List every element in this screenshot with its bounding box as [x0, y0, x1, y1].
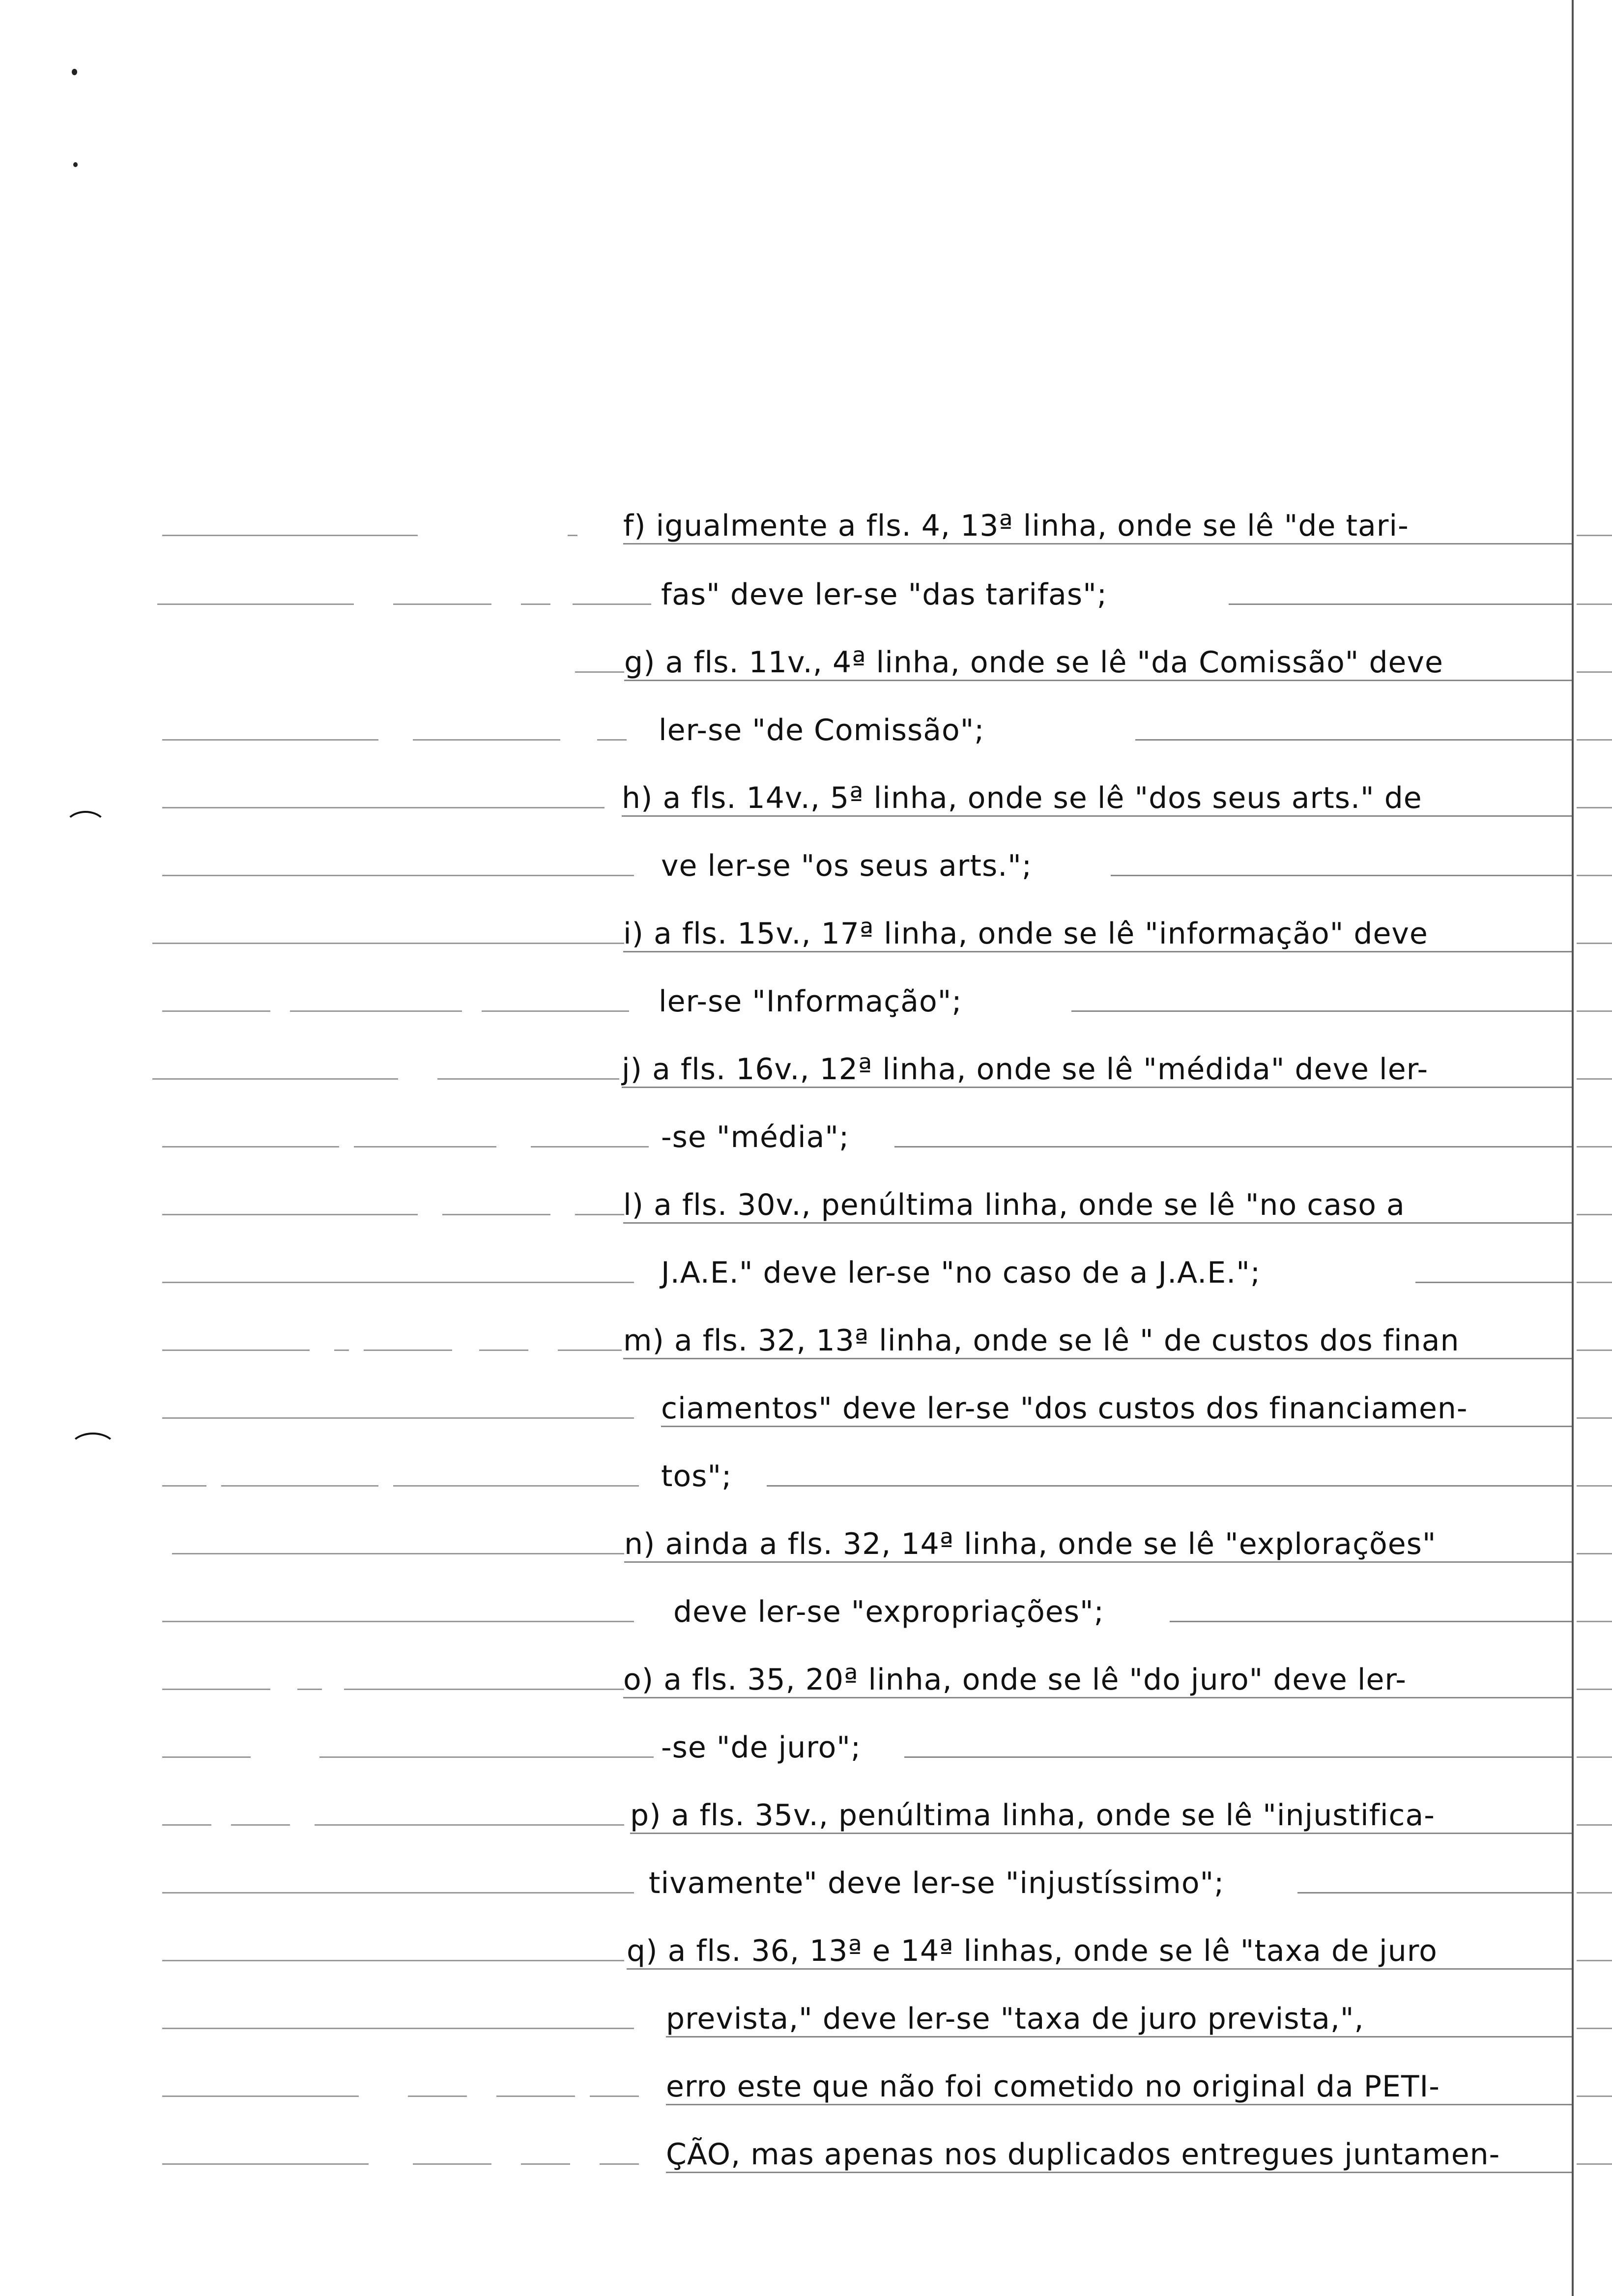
document-line — [0, 841, 1612, 905]
line-text: tivamente" deve ler-se "injustíssimo"; — [649, 1866, 1225, 1900]
line-text: g) a fls. 11v., 4ª linha, onde se lê "da Comissão" deve — [624, 645, 1443, 680]
document-line — [0, 1316, 1612, 1380]
line-text: tos"; — [661, 1459, 732, 1493]
document-line — [0, 706, 1612, 770]
line-text: ÇÃO, mas apenas nos duplicados entregues juntamen- — [666, 2137, 1500, 2172]
document-line — [0, 570, 1612, 634]
document-line — [0, 909, 1612, 973]
document-line — [0, 1791, 1612, 1855]
line-text: i) a fls. 15v., 17ª linha, onde se lê "informação" deve — [623, 917, 1428, 951]
document-line — [0, 1859, 1612, 1923]
document-line — [0, 1723, 1612, 1787]
document-line — [0, 638, 1612, 702]
document-line — [0, 1452, 1612, 1516]
document-line — [0, 1926, 1612, 1990]
line-text: prevista," deve ler-se "taxa de juro prevista,", — [666, 2002, 1364, 2036]
line-text: J.A.E." deve ler-se "no caso de a J.A.E."; — [661, 1256, 1261, 1290]
document-line — [0, 977, 1612, 1041]
line-text: deve ler-se "expropriações"; — [673, 1595, 1104, 1629]
line-text: h) a fls. 14v., 5ª linha, onde se lê "dos seus arts." de — [622, 781, 1422, 815]
line-text: erro este que não foi cometido no original da PETI- — [666, 2069, 1440, 2104]
document-line — [0, 501, 1612, 565]
document-line — [0, 1045, 1612, 1109]
line-text: ve ler-se "os seus arts."; — [661, 849, 1033, 883]
line-text: j) a fls. 16v., 12ª linha, onde se lê "médida" deve ler- — [622, 1052, 1429, 1087]
document-line — [0, 1587, 1612, 1651]
document-line — [0, 774, 1612, 837]
line-text: fas" deve ler-se "das tarifas"; — [661, 577, 1108, 612]
line-text: o) a fls. 35, 20ª linha, onde se lê "do juro" deve ler- — [623, 1663, 1407, 1697]
document-line — [0, 1180, 1612, 1244]
document-line — [0, 1655, 1612, 1719]
line-text: l) a fls. 30v., penúltima linha, onde se lê "no caso a — [623, 1188, 1405, 1222]
document-line — [0, 2130, 1612, 2194]
line-text: m) a fls. 32, 13ª linha, onde se lê " de custos dos finan — [623, 1323, 1460, 1358]
line-text: ler-se "de Comissão"; — [659, 713, 985, 747]
document-line — [0, 1994, 1612, 2058]
line-text: n) ainda a fls. 32, 14ª linha, onde se lê "explorações" — [624, 1527, 1437, 1561]
line-text: q) a fls. 36, 13ª e 14ª linhas, onde se lê "taxa de juro — [627, 1934, 1438, 1968]
document-line — [0, 1113, 1612, 1177]
line-text: ler-se "Informação"; — [659, 984, 962, 1019]
document-line — [0, 2062, 1612, 2126]
document-line — [0, 1248, 1612, 1312]
line-text: p) a fls. 35v., penúltima linha, onde se lê "injustifica- — [630, 1798, 1435, 1833]
line-text: f) igualmente a fls. 4, 13ª linha, onde se lê "de tari- — [623, 509, 1409, 543]
document-line — [0, 1520, 1612, 1583]
punch-hole-mark-bottom — [73, 162, 78, 167]
line-text: -se "média"; — [661, 1120, 850, 1154]
line-text: -se "de juro"; — [661, 1730, 862, 1765]
line-text: ciamentos" deve ler-se "dos custos dos financiamen- — [661, 1391, 1468, 1426]
punch-hole-mark-top — [72, 69, 77, 75]
document-line — [0, 1384, 1612, 1448]
